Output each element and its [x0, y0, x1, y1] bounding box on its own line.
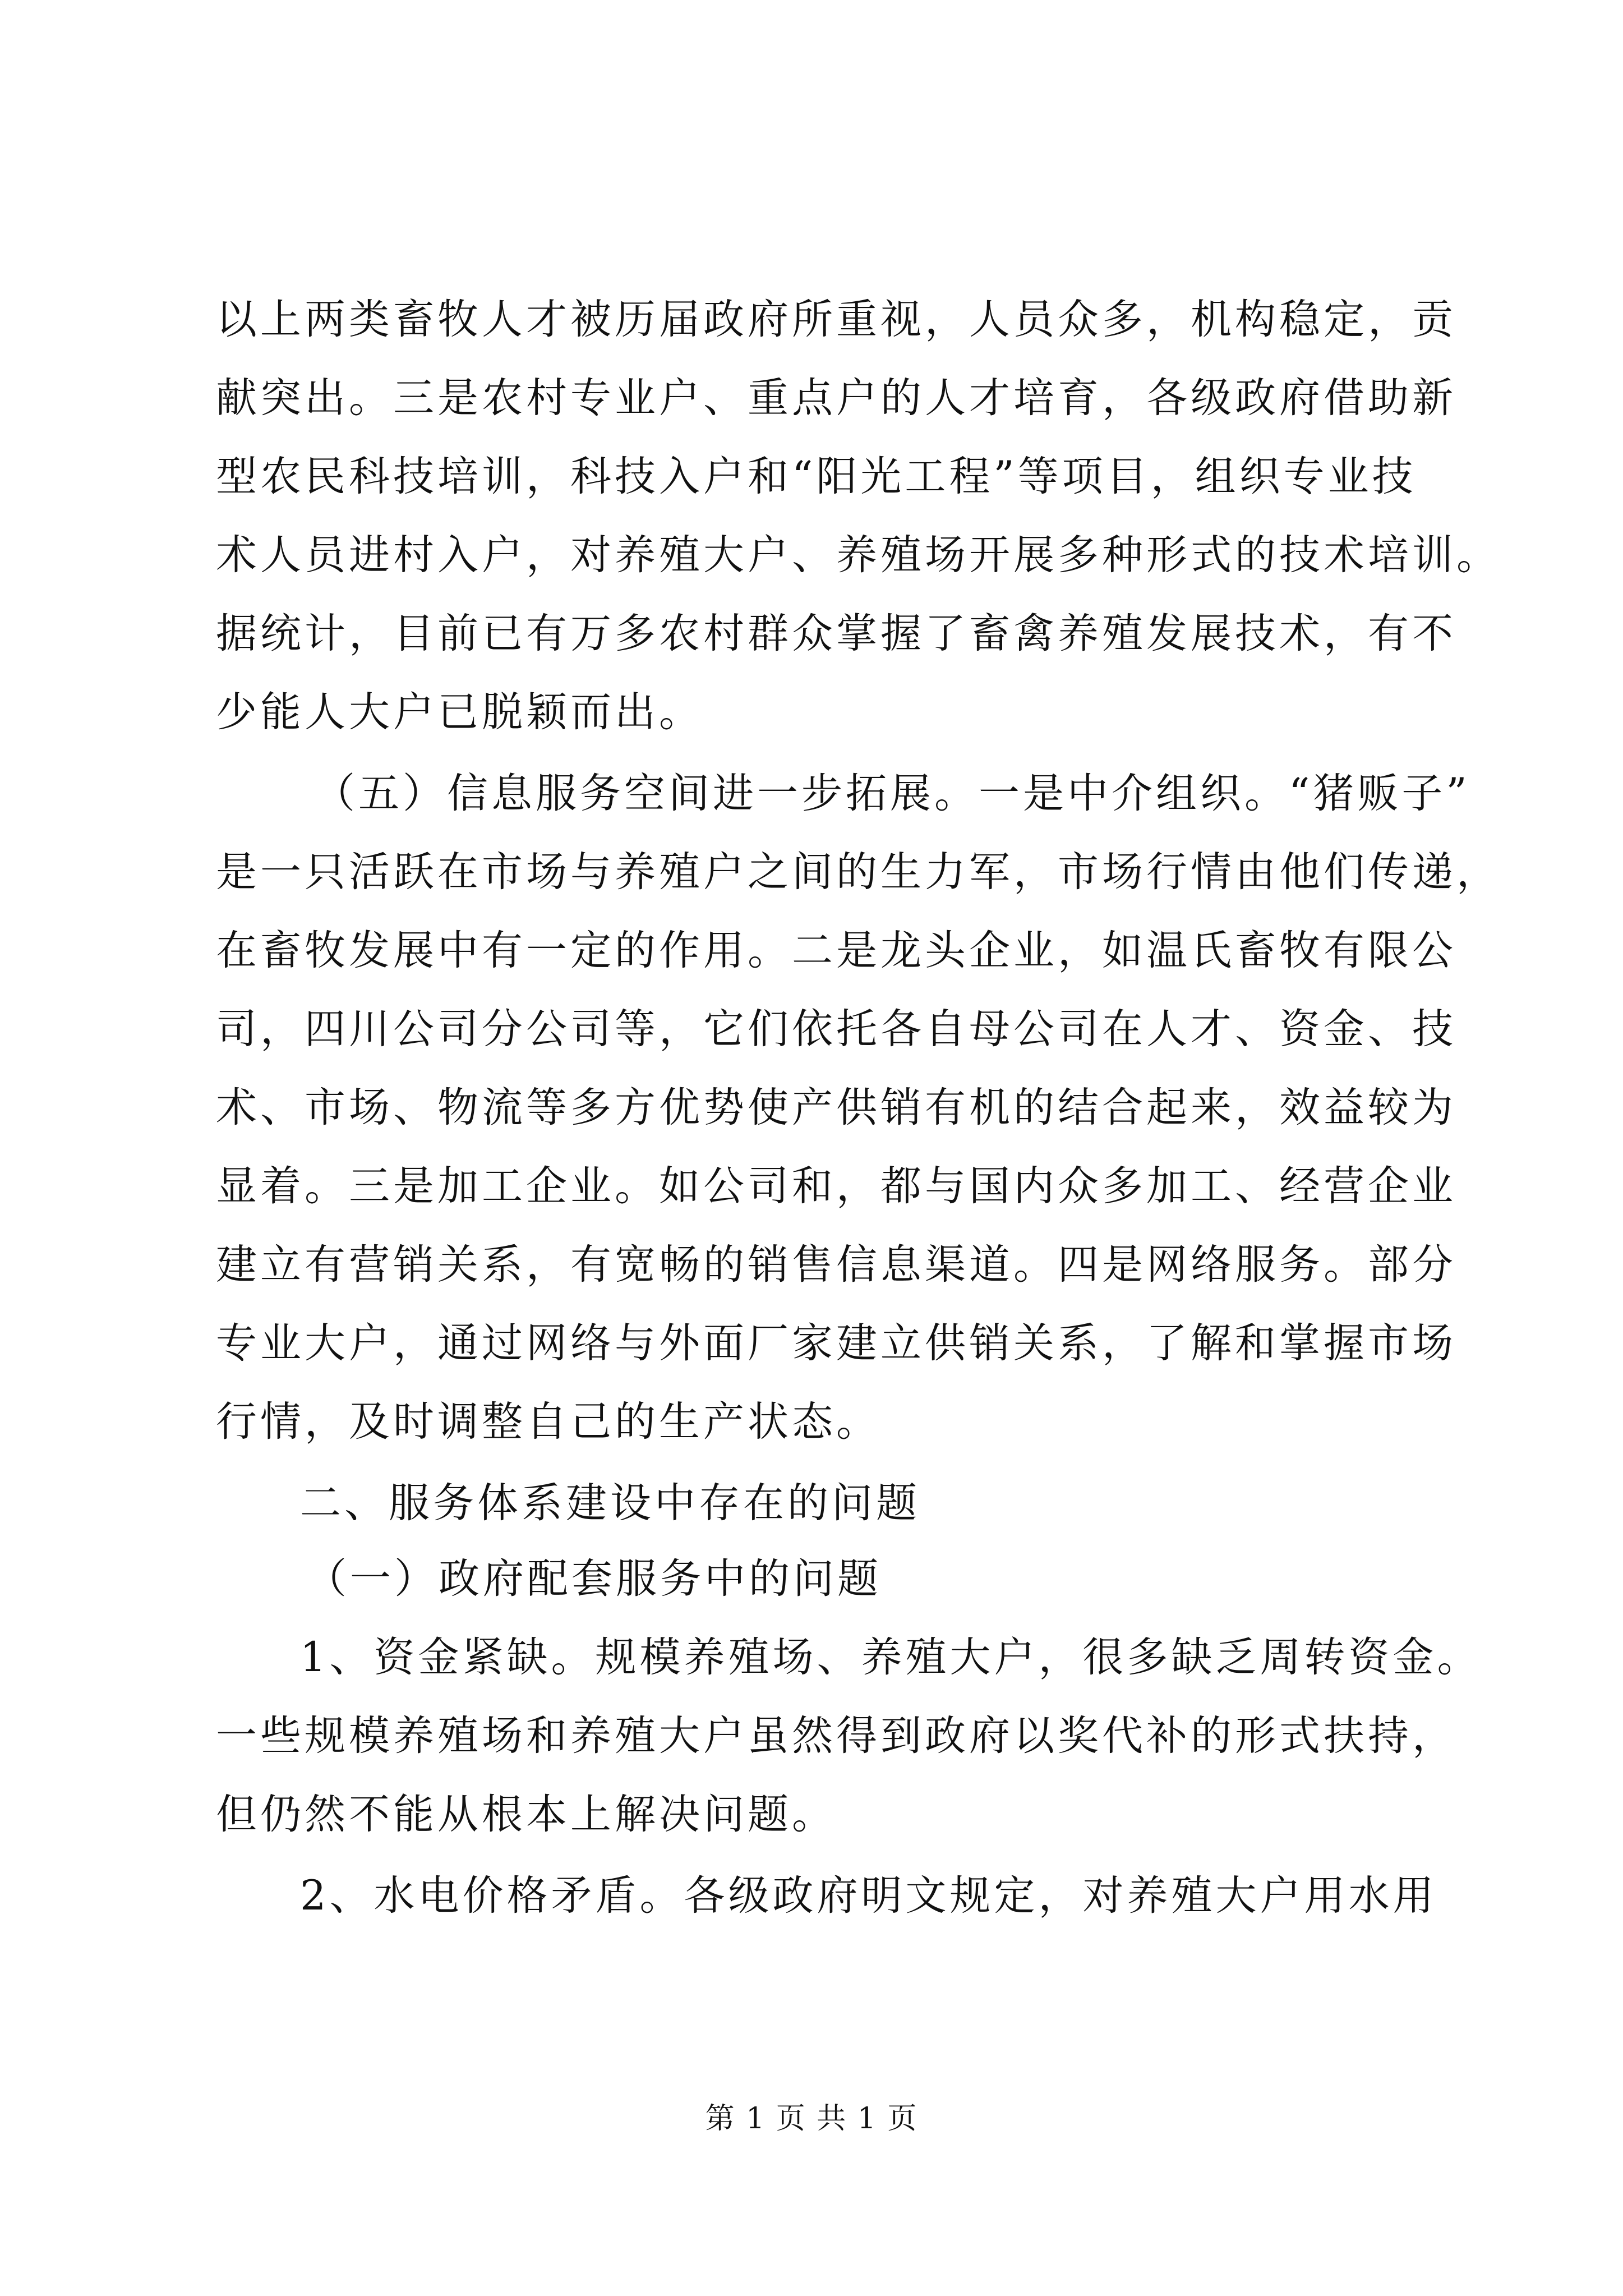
text-line: 据统计，目前已有万多农村群众掌握了畜禽养殖发展技术，有不: [216, 610, 1456, 657]
text-line: 行情，及时调整自己的生产状态。: [216, 1398, 880, 1446]
text-line: 术、市场、物流等多方优势使产供销有机的结合起来，效益较为: [216, 1084, 1456, 1131]
text-line: 建立有营销关系，有宽畅的销售信息渠道。四是网络服务。部分: [216, 1241, 1456, 1289]
text-line: 献突出。三是农村专业户、重点户的人才培育，各级政府借助新: [216, 374, 1456, 422]
text-line: 显着。三是加工企业。如公司和，都与国内众多加工、经营企业: [216, 1162, 1456, 1210]
text-line: 一些规模养殖场和养殖大户虽然得到政府以奖代补的形式扶持，: [216, 1712, 1456, 1760]
text-line: 在畜牧发展中有一定的作用。二是龙头企业，如温氏畜牧有限公: [216, 927, 1456, 974]
text-line: 专业大户，通过网络与外面厂家建立供销关系，了解和掌握市场: [216, 1319, 1456, 1367]
text-line: 型农民科技培训，科技入户和“阳光工程”等项目，组织专业技: [216, 453, 1417, 500]
page-number-footer: 第 1 页 共 1 页: [705, 2102, 918, 2136]
text-line: 少能人大户已脱颖而出。: [216, 688, 703, 736]
text-line: 2、水电价格矛盾。各级政府明文规定，对养殖大户用水用: [300, 1872, 1437, 1920]
text-line: 但仍然不能从根本上解决问题。: [216, 1791, 836, 1838]
text-line: 1、资金紧缺。规模养殖场、养殖大户，很多缺乏周转资金。: [300, 1634, 1482, 1681]
subsection-heading: （一）政府配套服务中的问题: [306, 1555, 882, 1603]
text-line: 术人员进村入户，对养殖大户、养殖场开展多种形式的技术培训。: [216, 531, 1501, 579]
text-line: 以上两类畜牧人才被历届政府所重视，人员众多，机构稳定，贡: [216, 296, 1456, 343]
section-heading: 二、服务体系建设中存在的问题: [300, 1479, 920, 1527]
text-line: 司，四川公司分公司等，它们依托各自母公司在人才、资金、技: [216, 1005, 1456, 1053]
text-line: （五）信息服务空间进一步拓展。一是中介组织。“猪贩子”: [314, 770, 1470, 817]
text-line: 是一只活跃在市场与养殖户之间的生力军，市场行情由他们传递，: [216, 848, 1501, 896]
